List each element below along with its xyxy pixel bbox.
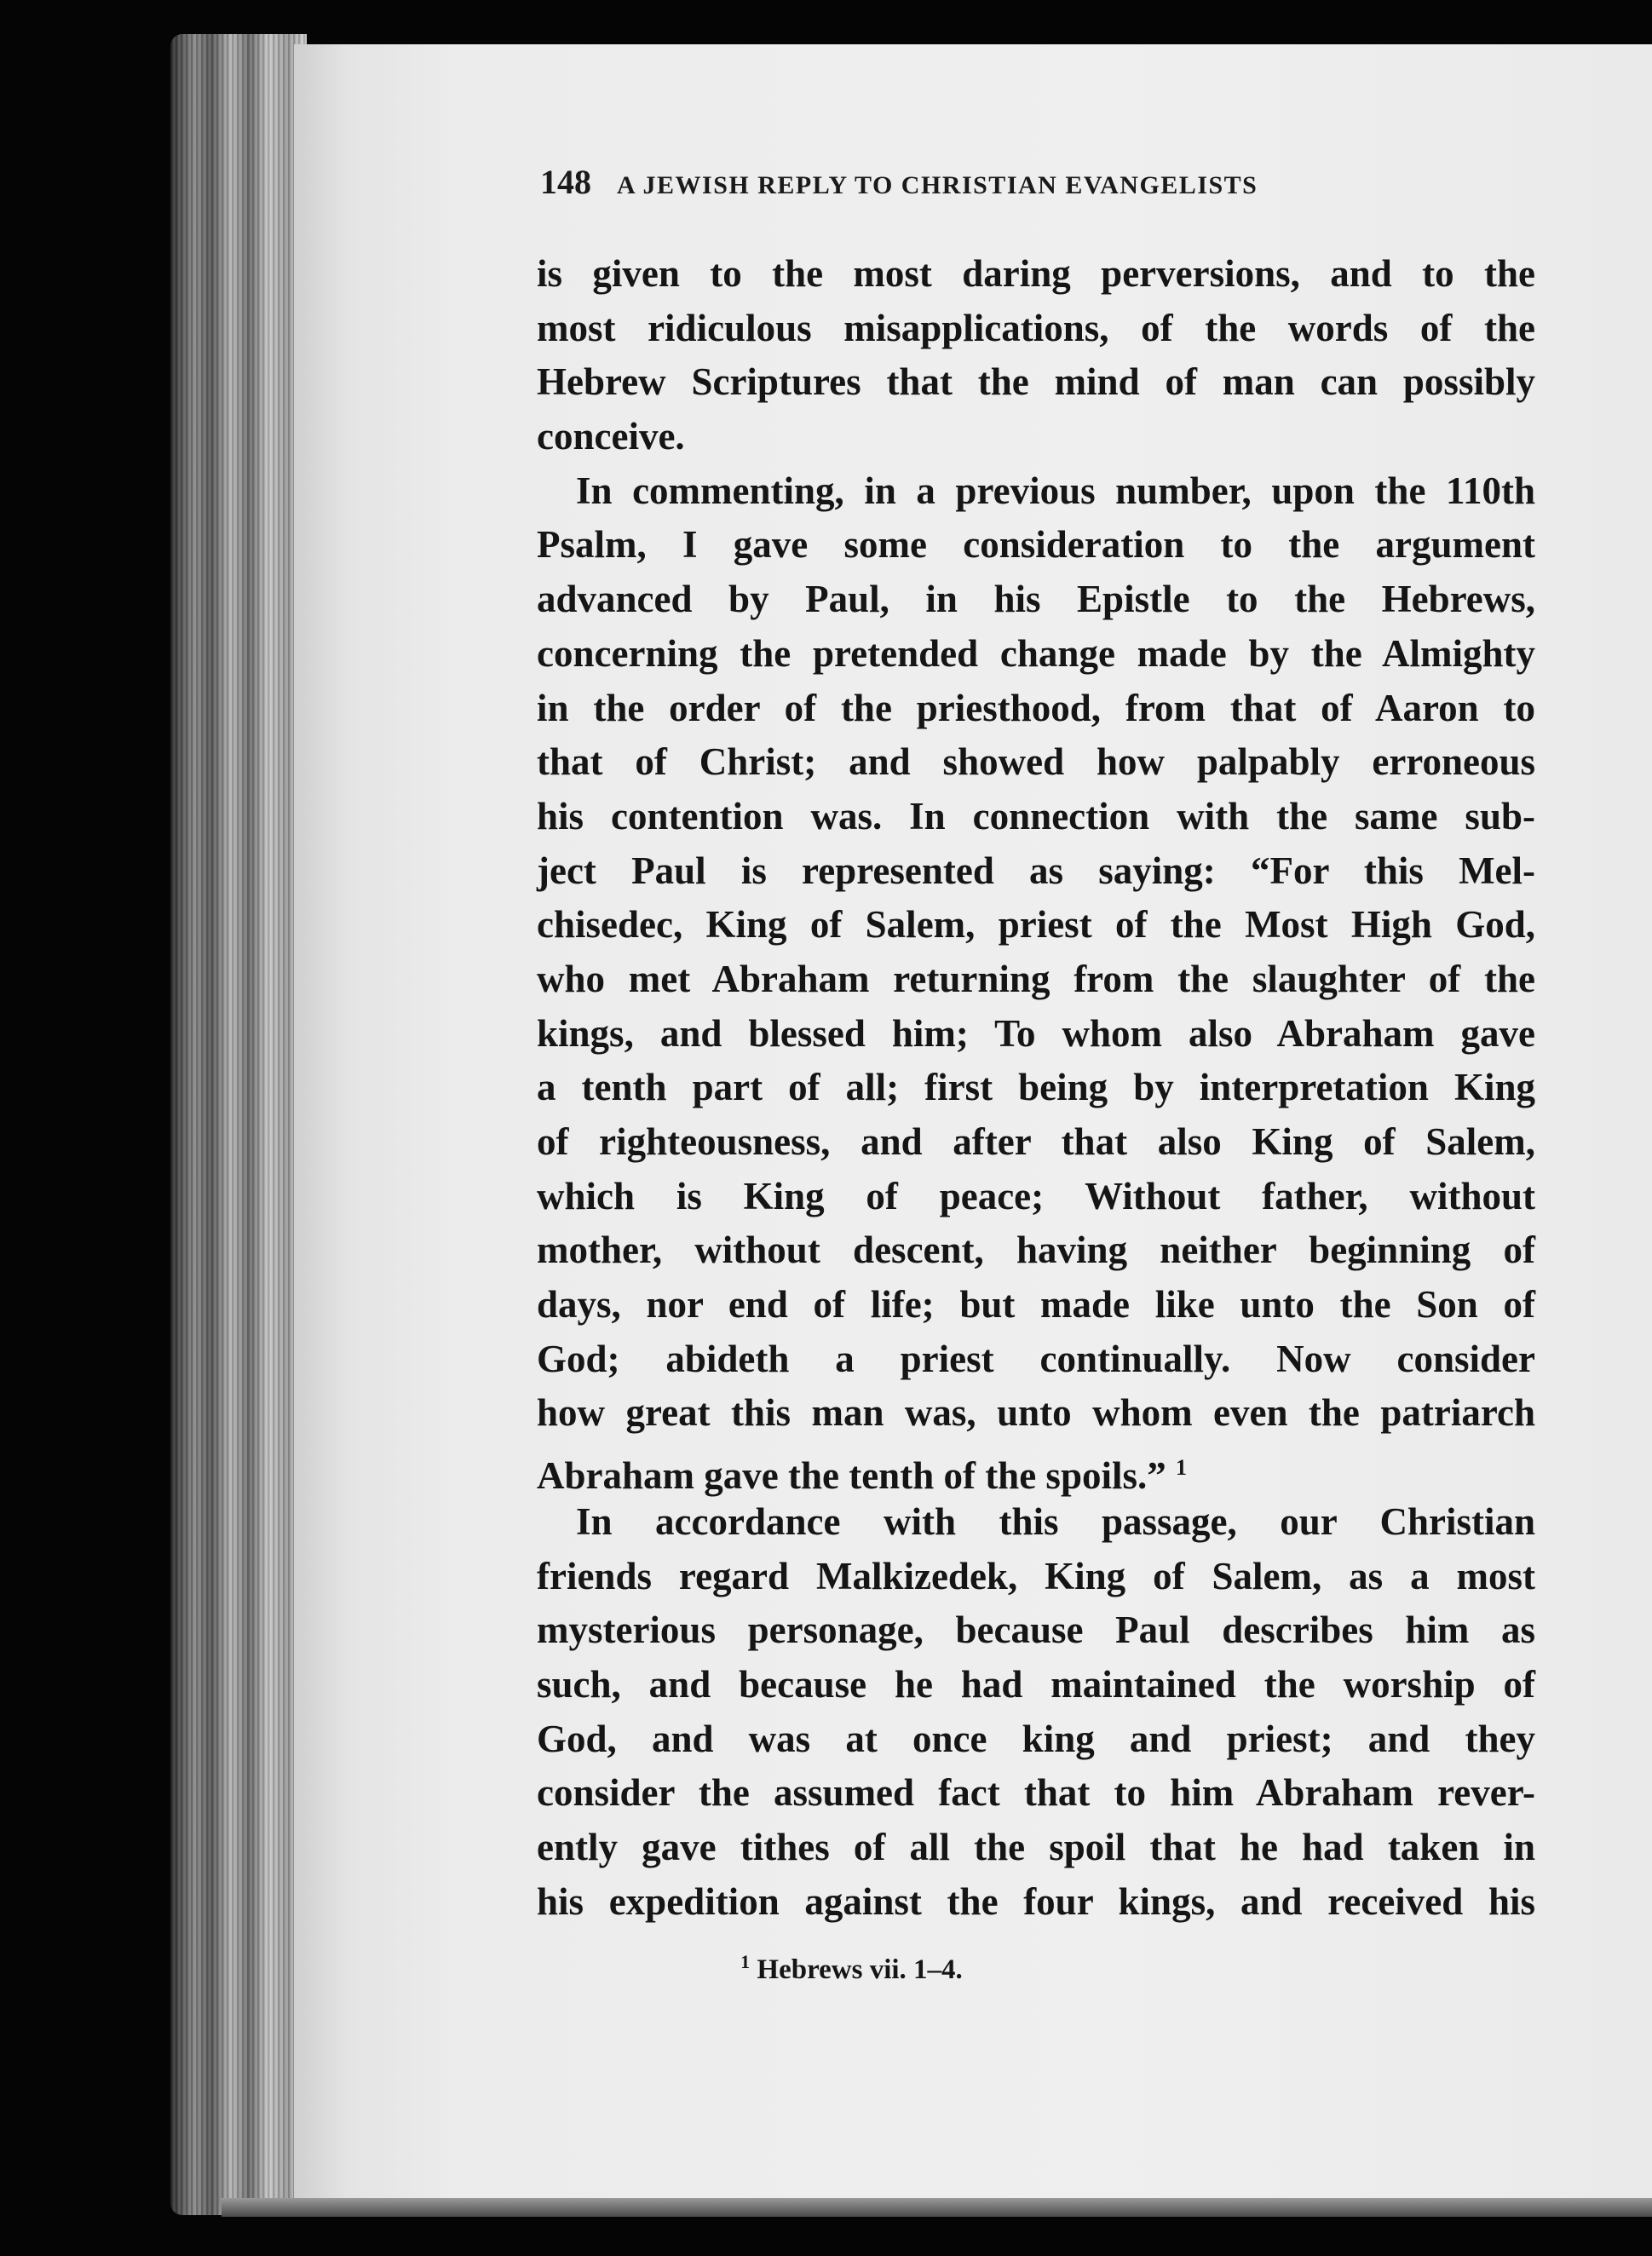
text-line-content: mother, without descent, having neither beginning of (537, 1229, 1535, 1272)
book-page-edges (170, 34, 307, 2215)
text-line (537, 1603, 1535, 1658)
text-line-content: consider the assumed fact that to him Abraham rever- (537, 1771, 1535, 1815)
text-line-content: days, nor end of life; but made like unto the Son of (537, 1283, 1535, 1327)
text-line (537, 1115, 1535, 1170)
text-line (537, 1007, 1535, 1062)
text-line (537, 627, 1535, 682)
text-line-content: in the order of the priesthood, from that of Aaron to (537, 686, 1535, 729)
text-line (537, 1386, 1535, 1441)
text-line (537, 1550, 1535, 1604)
text-line-content: Psalm, I gave some consideration to the argument (537, 523, 1535, 567)
text-line (537, 1332, 1535, 1387)
text-line-content: chisedec, King of Salem, priest of the Most High God, (537, 903, 1535, 947)
text-line-content: In commenting, in a previous number, upon the 110th (576, 469, 1535, 512)
text-line-content: of righteousness, and after that also King of Salem, (537, 1120, 1535, 1163)
text-line-content: how great this man was, unto whom even the patriarch (537, 1391, 1535, 1435)
text-line-content: Hebrew Scriptures that the mind of man can possibly (537, 360, 1535, 404)
text-line-content: is given to the most daring perversions, and to the (537, 252, 1535, 295)
text-line-content: In accordance with this passage, our Christian (576, 1499, 1535, 1543)
text-line (537, 682, 1535, 736)
text-line (537, 1875, 1535, 1930)
text-line-content: ject Paul is represented as saying: “For this Mel- (537, 849, 1535, 892)
text-line-content: ently gave tithes of all the spoil that he had taken in (537, 1825, 1535, 1868)
text-line (537, 410, 1535, 464)
text-line-content: who met Abraham returning from the slaughter of the (537, 957, 1535, 1000)
text-line-content: God, and was at once king and priest; and they (537, 1717, 1535, 1760)
text-line (537, 1495, 1535, 1550)
page-bottom-edge (222, 2198, 1652, 2217)
text-line-content: Abraham gave the tenth of the spoils.” (537, 1454, 1166, 1498)
text-line (537, 1658, 1535, 1712)
text-line-content: that of Christ; and showed how palpably erroneous (537, 740, 1535, 784)
footnote-reference: 1 (1176, 1455, 1187, 1481)
text-line-content: concerning the pretended change made by the Almighty (537, 631, 1535, 675)
text-line-content: which is King of peace; Without father, without (537, 1174, 1535, 1217)
text-line (537, 302, 1535, 356)
text-line (537, 1278, 1535, 1332)
text-line-content: mysterious personage, because Paul describes him as (537, 1609, 1535, 1652)
text-line-content: advanced by Paul, in his Epistle to the Hebrews, (537, 578, 1535, 621)
text-line (537, 518, 1535, 573)
text-line (537, 898, 1535, 952)
text-line-content: such, and because he had maintained the worship of (537, 1662, 1535, 1706)
text-line (537, 573, 1535, 627)
text-line-content: a tenth part of all; first being by interpretation King (537, 1066, 1535, 1109)
text-line (537, 1821, 1535, 1875)
page-number: 148 (540, 163, 591, 201)
text-line-content: God; abideth a priest continually. Now consider (537, 1337, 1535, 1380)
text-line (537, 952, 1535, 1007)
text-line (537, 844, 1535, 899)
text-line (537, 1223, 1535, 1278)
text-line-content: conceive. (537, 415, 685, 458)
text-line (537, 1441, 1535, 1498)
text-line (537, 1712, 1535, 1767)
text-line-content: kings, and blessed him; To whom also Abraham gave (537, 1011, 1535, 1055)
text-line-content: friends regard Malkizedek, King of Salem, as a most (537, 1554, 1535, 1597)
text-line (537, 247, 1535, 302)
text-line (537, 355, 1535, 410)
text-line (537, 790, 1535, 844)
text-line (537, 464, 1535, 519)
footnote-mark: 1 (740, 1951, 751, 1972)
body-text (537, 247, 1535, 1929)
footnote-text: Hebrews vii. 1–4. (757, 1954, 963, 1985)
running-header (540, 162, 1537, 204)
text-line (537, 1766, 1535, 1821)
text-line (537, 1061, 1535, 1115)
text-line-content: his contention was. In connection with the same sub- (537, 794, 1535, 837)
running-title: A JEWISH REPLY TO CHRISTIAN EVANGELISTS (617, 171, 1258, 199)
text-line (537, 1170, 1535, 1224)
text-line (537, 735, 1535, 790)
footnote (0, 1951, 1652, 1986)
text-line-content: his expedition against the four kings, and received his (537, 1879, 1535, 1923)
text-line-content: most ridiculous misapplications, of the words of the (537, 306, 1535, 349)
